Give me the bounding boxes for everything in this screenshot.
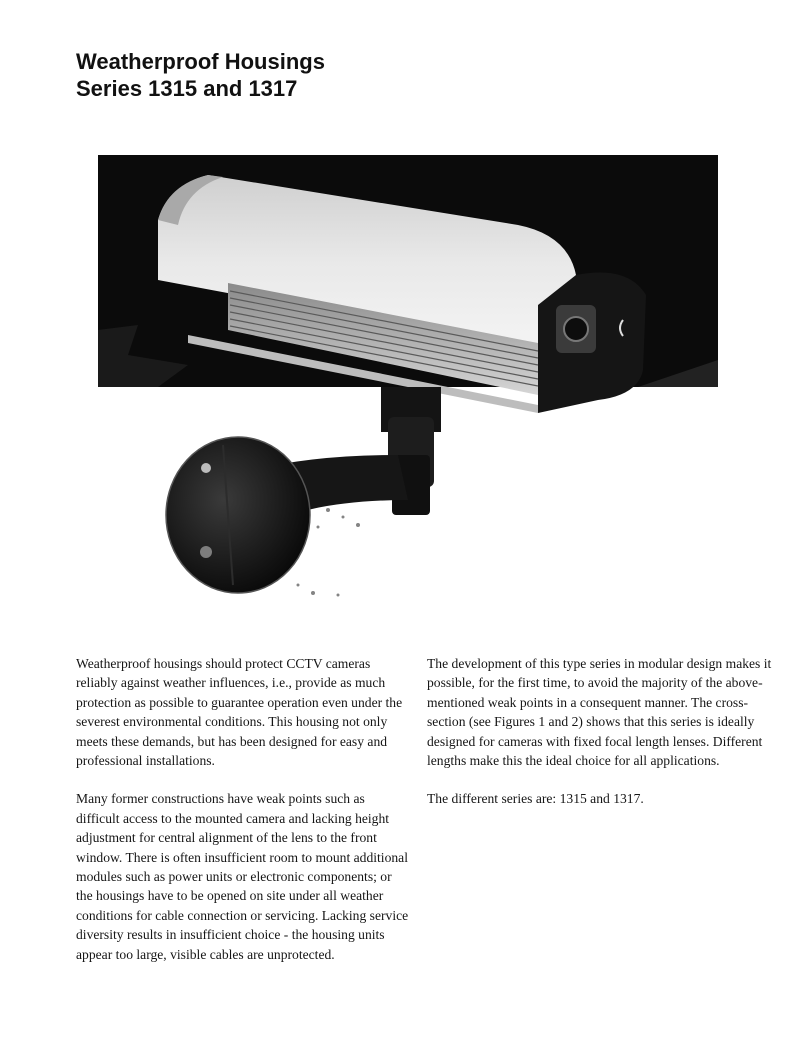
title-line-1: Weatherproof Housings bbox=[76, 49, 325, 74]
right-paragraph-1: The development of this type series in modular design makes it possible, for the first time, to avoid the majority of the above-mentioned weak points in a consequent manner. The cross-section (see Figures 1 and 2) shows that this series is ideally designed for cameras with fixed focal length lenses. Different lengths make this the ideal choice for all applications. bbox=[427, 656, 772, 769]
left-column bbox=[76, 654, 411, 983]
right-column bbox=[427, 654, 772, 828]
left-paragraph-2: Many former constructions have weak points such as difficult access to the mounted camera and lacking height adjustment for central alignment of the lens to the front window. There is often insufficient room to mount additional modules such as power units or electronic components; or the housings have to be opened on site under all weather conditions for cable connection or servicing. Lacking service diversity results in insufficient choice - the housing units appear too large, visible cables are unprotected. bbox=[76, 791, 409, 962]
camera-housing-photo bbox=[98, 155, 718, 600]
right-paragraph-2: The different series are: 1315 and 1317. bbox=[427, 791, 644, 807]
left-paragraph-1: Weatherproof housings should protect CCTV cameras reliably against weather influences, i.e., provide as much protection as possible to guarantee operation even under the severest environmental conditions. This housing not only meets these demands, but has been designed for easy and professional installations. bbox=[76, 656, 403, 769]
title-line-2: Series 1315 and 1317 bbox=[76, 76, 298, 101]
page-title bbox=[76, 48, 325, 102]
